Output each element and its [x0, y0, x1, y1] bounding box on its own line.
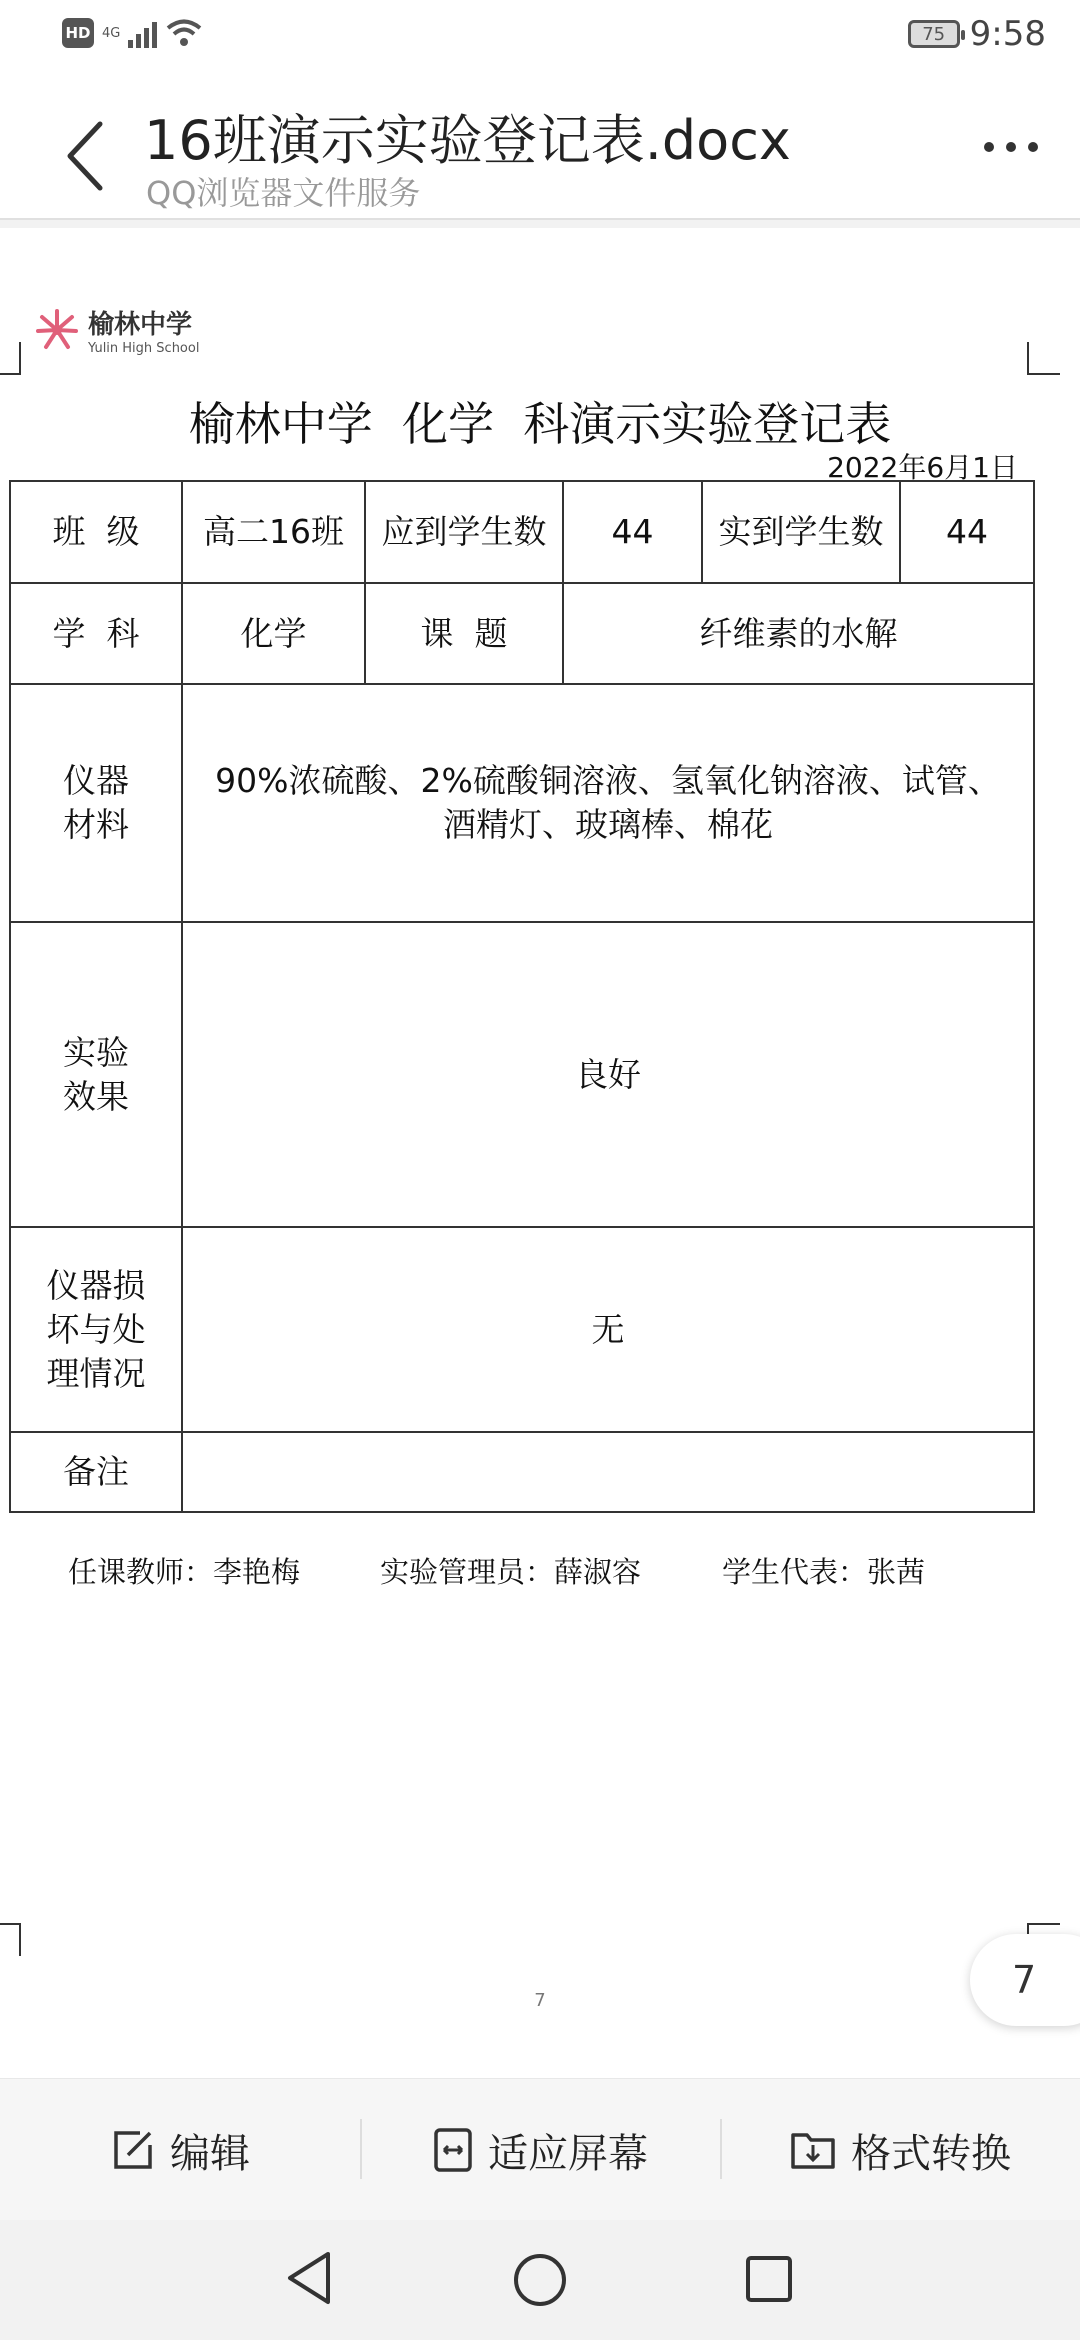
format-convert-button[interactable] — [720, 2079, 1080, 2221]
expected-students-label: 应到学生数 — [365, 481, 563, 583]
status-left — [62, 18, 203, 48]
manager-signature: 实验管理员：薛淑容 — [380, 1555, 642, 1589]
app-header — [0, 76, 1080, 220]
folder-download-icon — [789, 2129, 837, 2171]
battery-icon — [908, 20, 960, 48]
network-type: 4G — [102, 25, 121, 41]
materials-value: 90%浓硫酸、2%硫酸铜溶液、氢氧化钠溶液、试管、 酒精灯、玻璃棒、棉花 — [182, 684, 1034, 922]
page-indicator-badge[interactable]: 7 — [970, 1934, 1080, 2026]
status-bar — [0, 0, 1080, 76]
logo-english-name: Yulin High School — [88, 341, 200, 356]
topic-label: 课 题 — [365, 583, 563, 684]
damage-value: 无 — [182, 1227, 1034, 1432]
fit-screen-button[interactable] — [360, 2079, 720, 2221]
notes-label: 备注 — [10, 1432, 182, 1512]
crop-mark-bottom-left — [0, 1922, 34, 1956]
table-row — [10, 922, 1034, 1227]
table-row — [10, 1227, 1034, 1432]
class-value: 高二16班 — [182, 481, 365, 583]
teacher-signature: 任课教师：李艳梅 — [68, 1555, 301, 1589]
file-title: 16班演示实验登记表.docx — [144, 109, 791, 172]
document-page — [0, 228, 1080, 2078]
student-signature: 学生代表：张茜 — [722, 1555, 926, 1589]
battery-level: 75 — [922, 23, 946, 45]
school-logo — [34, 304, 199, 356]
actual-students-value: 44 — [900, 481, 1034, 583]
page-number: 7 — [534, 1990, 546, 2011]
school-emblem-icon — [34, 307, 80, 353]
bottom-toolbar — [0, 2078, 1080, 2221]
document-title: 榆林中学 化学 科演示实验登记表 — [188, 397, 892, 451]
effect-label: 实验 效果 — [10, 922, 182, 1227]
table-row — [10, 583, 1034, 684]
actual-students-label: 实到学生数 — [702, 481, 900, 583]
format-convert-label: 格式转换 — [851, 2130, 1011, 2177]
table-row — [10, 481, 1034, 583]
materials-label: 仪器 材料 — [10, 684, 182, 922]
edit-icon — [110, 2127, 156, 2173]
subject-value: 化学 — [182, 583, 365, 684]
logo-chinese-name: 榆林中学 — [88, 310, 193, 340]
notes-value — [182, 1432, 1034, 1512]
effect-value: 良好 — [182, 922, 1034, 1227]
table-row — [10, 1432, 1034, 1512]
nav-back-icon[interactable] — [284, 2250, 334, 2306]
wifi-icon — [165, 18, 203, 48]
crop-mark-top-right — [1026, 342, 1060, 376]
file-service-subtitle: QQ浏览器文件服务 — [146, 174, 421, 212]
damage-label: 仪器损 坏与处 理情况 — [10, 1227, 182, 1432]
fit-screen-icon — [432, 2127, 474, 2173]
signers-line — [68, 1550, 925, 1591]
subject-label: 学 科 — [10, 583, 182, 684]
document-date: 2022年6月1日 — [827, 451, 1018, 484]
expected-students-value: 44 — [563, 481, 702, 583]
system-nav-bar — [0, 2220, 1080, 2340]
clock: 9:58 — [969, 14, 1046, 54]
fit-screen-label: 适应屏幕 — [488, 2130, 648, 2177]
registration-table — [9, 480, 1035, 1513]
more-options-icon[interactable] — [984, 142, 1038, 152]
back-arrow-icon[interactable] — [58, 116, 118, 196]
class-label: 班 级 — [10, 481, 182, 583]
nav-recents-icon[interactable] — [744, 2254, 794, 2304]
nav-home-icon[interactable] — [512, 2252, 568, 2308]
edit-button[interactable] — [0, 2079, 360, 2221]
edit-label: 编辑 — [170, 2130, 250, 2177]
status-right — [908, 14, 1046, 54]
hd-badge: HD — [62, 18, 94, 48]
signal-icon — [128, 18, 157, 48]
crop-mark-top-left — [0, 342, 34, 376]
topic-value: 纤维素的水解 — [563, 583, 1034, 684]
table-row — [10, 684, 1034, 922]
